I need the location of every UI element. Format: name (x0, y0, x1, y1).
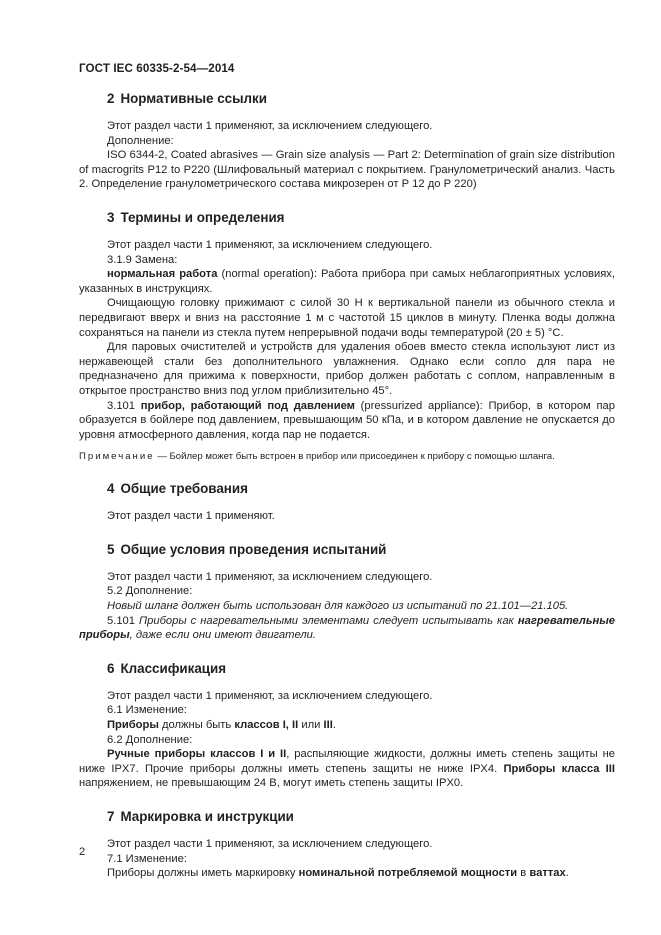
paragraph (79, 866, 615, 881)
text-run: Дополнение: (107, 134, 174, 147)
section-number: 4 (107, 481, 115, 497)
text-run: номинальной потребляемой мощности (298, 867, 518, 880)
paragraph (79, 253, 615, 268)
paragraph (79, 296, 615, 340)
section-heading-text: Термины и определения (120, 209, 285, 225)
note (79, 450, 615, 463)
text-run: Приборы с нагревательными элементами следует испытывать как (139, 614, 518, 627)
text-run: Этот раздел части 1 применяют, за исключением следующего. (107, 570, 433, 583)
text-run: в (517, 867, 530, 880)
section-number: 6 (107, 660, 115, 676)
paragraph (79, 599, 615, 614)
section-4 (79, 463, 615, 524)
text-run: 5.101 (107, 614, 140, 627)
section-3 (79, 192, 615, 463)
section-title (79, 808, 615, 826)
text-run: нагревательные приборы (79, 614, 616, 642)
text-run: должны быть (158, 719, 235, 732)
section-title (79, 660, 615, 678)
document-header: ГОСТ IEC 60335-2-54—2014 (79, 62, 235, 75)
text-run: 6.2 Дополнение: (107, 733, 193, 746)
text-run: напряжением, не превышающим 24 В, могут иметь степень защиты IPX0. (79, 777, 464, 790)
section-heading-text: Общие условия проведения испытаний (120, 541, 387, 557)
text-run: нормальная работа (107, 268, 218, 281)
text-run: 7.1 Изменение: (107, 852, 187, 865)
paragraph (79, 238, 615, 253)
text-run: Ручные приборы классов I и II (107, 748, 287, 761)
paragraph (79, 148, 615, 192)
text-run: или (298, 719, 324, 732)
paragraph (79, 509, 615, 524)
text-run: Этот раздел части 1 применяют, за исключением следующего. (107, 689, 433, 702)
paragraph (79, 614, 615, 643)
section-number: 3 (107, 209, 115, 225)
text-run: Приборы (107, 719, 159, 732)
paragraph (79, 267, 615, 296)
paragraph (79, 733, 615, 748)
paragraph (79, 340, 615, 398)
section-2 (79, 90, 615, 192)
section-5 (79, 524, 615, 643)
paragraph (79, 703, 615, 718)
paragraph (79, 570, 615, 585)
text-run: (normal operation): Работа прибора при самых неблагоприятных условиях, указанных в инструкциях. (79, 268, 615, 295)
note-text: — Бойлер может быть встроен в прибор или присоединен к прибору с помощью шланга. (154, 451, 555, 463)
text-run: 6.1 Изменение: (107, 704, 187, 717)
paragraph (79, 718, 615, 733)
text-run: , распыляющие жидкости, должны иметь степень защиты не ниже IPX7. Прочие приборы должны иметь степень защиты не ниже IPX4. (79, 748, 615, 775)
section-heading-text: Классификация (120, 660, 227, 676)
section-title (79, 209, 615, 227)
note-label: Примечание (79, 451, 155, 463)
text-run: Для паровых очистителей и устройств для удаления обоев вместо стекла используют лист из нержавеющей стали без дополнительного увлажнения. Однако если сопло для пара не предназначено для прижима к поверхности, прибор должен работать с соплом, направленным в открытое пространство вниз под углом приблизительно 45°. (79, 341, 615, 397)
paragraph (79, 689, 615, 704)
paragraph (79, 134, 615, 149)
paragraph (79, 837, 615, 852)
document-body (79, 90, 615, 881)
section-6 (79, 643, 615, 791)
text-run: Этот раздел части 1 применяют, за исключением следующего. (107, 120, 433, 132)
paragraph (79, 747, 615, 791)
text-run: Этот раздел части 1 применяют, за исключением следующего. (107, 838, 433, 850)
text-run: ISO 6344-2, Coated abrasives — Grain size analysis — Part 2: Determination of grain size distribution of macrogrits P12 to P220 (Шлифовальный материал с покрытием. Гранулометрический анализ. Часть 2. Определение гранулометрического состава микрозерен от Р 12 до Р 220) (79, 149, 615, 191)
text-run: Приборы должны иметь маркировку (107, 867, 299, 880)
text-run: прибор, работающий под давлением (140, 399, 355, 412)
paragraph (79, 852, 615, 867)
text-run: ваттах (529, 867, 566, 880)
text-run: 5.2 Дополнение: (107, 585, 193, 598)
text-run: III (323, 719, 333, 732)
text-run: Этот раздел части 1 применяют. (107, 510, 275, 523)
paragraph (79, 399, 615, 443)
text-run: 3.101 (107, 399, 141, 412)
section-title (79, 480, 615, 498)
section-heading-text: Общие требования (120, 481, 248, 497)
text-run: Приборы класса III (503, 762, 616, 775)
section-7 (79, 791, 615, 881)
section-title (79, 541, 615, 559)
section-heading-text: Маркировка и инструкции (120, 809, 294, 824)
section-number: 5 (107, 541, 115, 557)
text-run: , даже если они имеют двигатели. (129, 629, 316, 642)
text-run: . (565, 867, 569, 880)
text-run: Новый шланг должен быть использован для каждого из испытаний по 21.101—21.105. (107, 600, 569, 613)
section-number: 7 (107, 809, 115, 824)
text-run: Этот раздел части 1 применяют, за исключением следующего. (107, 238, 433, 251)
section-number: 2 (107, 91, 115, 106)
page-number: 2 (79, 846, 86, 858)
text-run: (pressurized appliance): Прибор, в котором пар образуется в бойлере под давлением, превышающим 50 кПа, и в котором давление не опускается до уровня атмосферного давления, когда пар не подается. (79, 399, 616, 441)
section-title (79, 90, 615, 108)
text-run: Очищающую головку прижимают с силой 30 Н к вертикальной панели из обычного стекла и передвигают вверх и вниз на расстояние 1 м с частотой 15 циклов в минуту. Пленка воды должна сохраняться на панели из стекла путем непрерывной подачи воды температурой (20 ± 5) °С. (79, 297, 615, 339)
text-run: . (332, 719, 336, 732)
section-heading-text: Нормативные ссылки (120, 91, 267, 106)
paragraph (79, 119, 615, 134)
text-run: классов I, II (234, 719, 299, 732)
text-run: 3.1.9 Замена: (107, 253, 178, 266)
paragraph (79, 584, 615, 599)
